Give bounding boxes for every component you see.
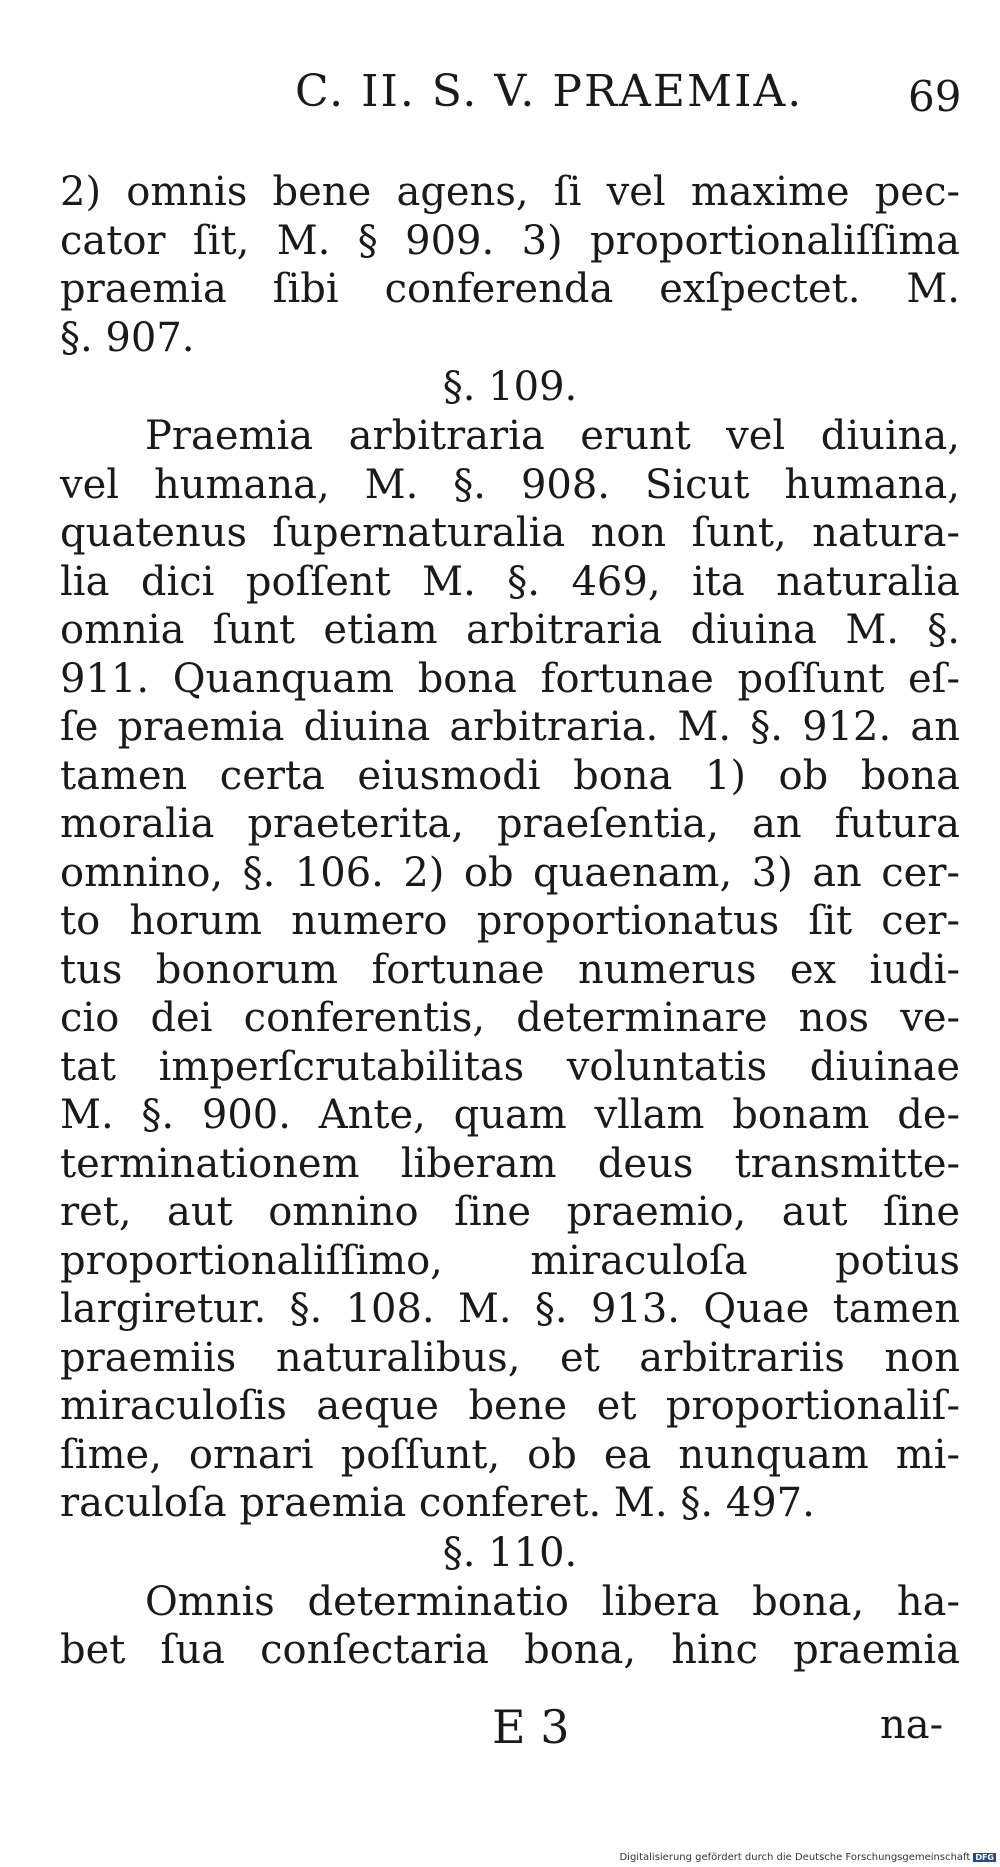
text-line: tus bonorum fortunae numerus ex iudi- <box>60 946 960 993</box>
text-line: M. §. 900. Ante, quam vllam bonam de- <box>60 1092 960 1138</box>
text-line: praemia ſibi conferenda exſpectet. M. <box>60 266 960 312</box>
page-footer <box>0 1700 1000 1770</box>
section-heading: §. 110. <box>442 1529 578 1576</box>
running-title: C. II. S. V. PRAEMIA. <box>295 66 804 117</box>
text-line: terminationem liberam deus transmitte- <box>60 1140 960 1187</box>
text-line: miraculoſis aeque bene et proportionaliſ- <box>60 1383 960 1429</box>
text-line: praemiis naturalibus, et arbitrariis non <box>60 1334 960 1381</box>
credit-text: Digitalisierung gefördert durch die Deutsche Forschungsgemeinschaft <box>619 1852 971 1863</box>
page-header <box>0 58 1000 128</box>
text-line: cio dei conferentis, determinare nos ve- <box>60 995 960 1041</box>
section-heading: §. 109. <box>442 364 578 410</box>
text-line: proportionaliſſimo, miraculoſa potius <box>60 1237 960 1284</box>
text-line: lia dici poſſent M. §. 469, ita naturalia <box>60 558 960 605</box>
text-line: ſime, ornari poſſunt, ob ea nunquam mi- <box>60 1431 960 1478</box>
text-line: ret, aut omnino ſine praemio, aut ſine <box>60 1189 960 1235</box>
text-line: vel humana, M. §. 908. Sicut humana, <box>60 461 960 508</box>
text-line: ſe praemia diuina arbitraria. M. §. 912. an <box>60 704 960 750</box>
text-line: 911. Quanquam bona fortunae poſſunt eſ- <box>60 655 960 702</box>
signature-mark: E 3 <box>492 1700 570 1754</box>
text-line: largiretur. §. 108. M. §. 913. Quae tamen <box>60 1286 960 1332</box>
text-line: 2) omnis bene agens, ſi vel maxime pec- <box>60 169 960 215</box>
dfg-logo-icon: DFG <box>975 1852 994 1862</box>
text-line: Praemia arbitraria erunt vel diuina, <box>145 413 960 459</box>
text-line: tamen certa eiusmodi bona 1) ob bona <box>60 752 960 799</box>
page-body-text <box>60 168 960 1675</box>
digitization-credit <box>560 1852 996 1866</box>
text-line: raculoſa praemia conferet. M. §. 497. <box>60 1480 815 1526</box>
text-line: tat imperſcrutabilitas voluntatis diuinae <box>60 1043 960 1090</box>
text-line: Omnis determinatio libera bona, ha- <box>145 1578 960 1625</box>
page-number: 69 <box>908 72 962 121</box>
text-line: omnino, §. 106. 2) ob quaenam, 3) an cer- <box>60 849 960 896</box>
text-line: to horum numero proportionatus ſit cer- <box>60 898 960 944</box>
text-line: quatenus ſupernaturalia non ſunt, natura- <box>60 510 960 556</box>
catchword: na- <box>880 1702 944 1748</box>
text-line: bet ſua conſectaria bona, hinc praemia <box>60 1627 960 1673</box>
text-line: omnia ſunt etiam arbitraria diuina M. §. <box>60 607 960 653</box>
text-line: §. 907. <box>60 314 195 361</box>
text-line: moralia praeterita, praeſentia, an futura <box>60 801 960 847</box>
text-line: cator ſit, M. § 909. 3) proportionaliſſima <box>60 217 960 264</box>
